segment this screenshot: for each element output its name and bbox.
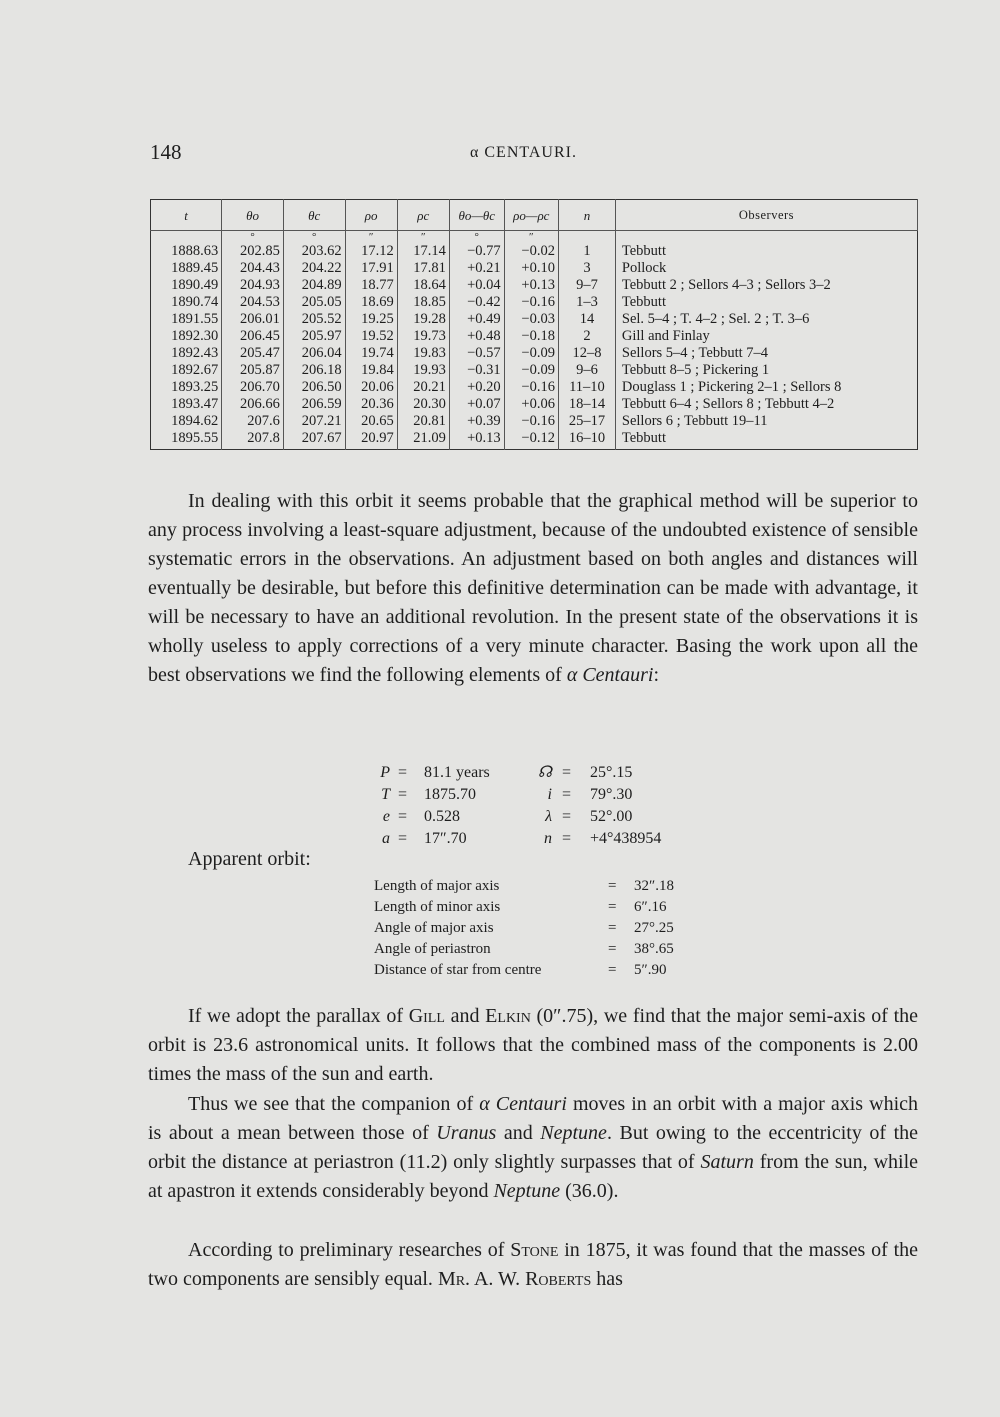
- table-row: [151, 277, 918, 294]
- column-header: n: [558, 200, 615, 231]
- table-cell: 20.65: [345, 413, 397, 430]
- observers-cell: Sellors 6 ; Tebbutt 19–11: [621, 413, 768, 429]
- table-cell: 17.91: [345, 260, 397, 277]
- table-cell: 204.22: [283, 260, 345, 277]
- star-name: Centauri: [495, 1093, 567, 1115]
- table-cell: 1892.30: [151, 328, 222, 345]
- equals-sign: =: [608, 941, 617, 957]
- column-header: ρc: [397, 200, 449, 231]
- element-symbol: P: [380, 764, 390, 781]
- planet-saturn: Saturn: [700, 1151, 754, 1173]
- observers-cell: Tebbutt: [621, 294, 666, 310]
- table-cell: 204.43: [222, 260, 284, 277]
- text-run: According to preliminary researches of: [188, 1239, 505, 1261]
- orbital-elements: [370, 762, 730, 850]
- observers-cell: Tebbutt 2 ; Sellors 4–3 ; Sellors 3–2: [621, 277, 831, 293]
- table-cell: −0.09: [504, 345, 558, 362]
- table-cell: 1891.55: [151, 311, 222, 328]
- table-row: [151, 294, 918, 311]
- planet-neptune: Neptune: [540, 1122, 607, 1144]
- orbit-row: [374, 939, 714, 960]
- table-cell: +0.49: [449, 311, 504, 328]
- unit-cell: °: [283, 231, 345, 244]
- orbit-row: [374, 897, 714, 918]
- table-cell: 202.85: [222, 243, 284, 260]
- element-symbol: ☊: [537, 764, 552, 781]
- table-row: [151, 396, 918, 413]
- table-cell: 206.59: [283, 396, 345, 413]
- table-cell: 18.77: [345, 277, 397, 294]
- observers-cell: Tebbutt 8–5 ; Pickering 1: [621, 362, 770, 378]
- element-row: [370, 784, 730, 806]
- table-cell: +0.13: [449, 430, 504, 450]
- table-cell: 17.81: [397, 260, 449, 277]
- table-cell: −0.77: [449, 243, 504, 260]
- table-cell: 2: [558, 328, 615, 345]
- unit-cell: ″: [504, 231, 558, 244]
- paragraph-graphical-method: [148, 487, 918, 690]
- name-elkin: Elkin: [485, 1005, 531, 1027]
- units-row: [151, 231, 918, 244]
- paragraph-parallax: [148, 1002, 918, 1089]
- table-cell: 19.52: [345, 328, 397, 345]
- table-cell: 9–6: [558, 362, 615, 379]
- orbit-label: Distance of star from centre: [374, 962, 542, 978]
- table-cell: −0.16: [504, 294, 558, 311]
- unit-cell: [558, 231, 615, 244]
- equals-sign: =: [398, 764, 408, 781]
- table-cell: 206.01: [222, 311, 284, 328]
- table-cell: −0.31: [449, 362, 504, 379]
- table-row: [151, 362, 918, 379]
- table-cell: 1–3: [558, 294, 615, 311]
- table-cell: +0.39: [449, 413, 504, 430]
- table-cell: 1892.67: [151, 362, 222, 379]
- colon: :: [653, 664, 659, 686]
- element-symbol: e: [382, 808, 390, 825]
- orbit-label: Angle of major axis: [374, 920, 494, 936]
- table-cell: 206.70: [222, 379, 284, 396]
- table-cell: +0.21: [449, 260, 504, 277]
- table-cell: −0.02: [504, 243, 558, 260]
- table-cell: 18.69: [345, 294, 397, 311]
- table-cell: 205.97: [283, 328, 345, 345]
- table-cell: +0.13: [504, 277, 558, 294]
- apparent-orbit-label: Apparent orbit:: [188, 848, 311, 870]
- table-cell: 25–17: [558, 413, 615, 430]
- column-header: θo—θc: [449, 200, 504, 231]
- element-symbol: a: [382, 830, 390, 847]
- element-value: 0.528: [424, 808, 460, 825]
- table-cell: 20.30: [397, 396, 449, 413]
- observers-cell: Gill and Finlay: [621, 328, 710, 344]
- table-cell: 17.12: [345, 243, 397, 260]
- name-roberts: Mr. A. W. Roberts: [437, 1268, 592, 1290]
- element-value: 17″.70: [424, 830, 467, 847]
- equals-sign: =: [562, 786, 572, 803]
- paragraph-companion-orbit: [148, 1090, 918, 1206]
- observers-cell: Tebbutt: [621, 430, 666, 446]
- table-row: [151, 430, 918, 450]
- planet-neptune: Neptune: [493, 1180, 561, 1202]
- table-cell: +0.20: [449, 379, 504, 396]
- table-cell: 1888.63: [151, 243, 222, 260]
- unit-cell: °: [222, 231, 284, 244]
- table-cell: 18–14: [558, 396, 615, 413]
- table-cell: −0.18: [504, 328, 558, 345]
- table-cell: 207.21: [283, 413, 345, 430]
- table-cell: 204.93: [222, 277, 284, 294]
- table-cell: 14: [558, 311, 615, 328]
- equals-sign: =: [608, 878, 617, 894]
- table-row: [151, 328, 918, 345]
- element-value: +4°438954: [590, 830, 662, 847]
- table-cell: 205.05: [283, 294, 345, 311]
- text-run: and: [450, 1005, 480, 1027]
- table-row: [151, 345, 918, 362]
- table-header-row: [151, 200, 918, 231]
- table-cell: 1894.62: [151, 413, 222, 430]
- orbit-value: 27°.25: [634, 920, 674, 936]
- observers-cell: Douglass 1 ; Pickering 2–1 ; Sellors 8: [621, 379, 842, 395]
- table-cell: 19.93: [397, 362, 449, 379]
- equals-sign: =: [562, 830, 572, 847]
- equals-sign: =: [398, 830, 408, 847]
- alpha-symbol: α: [479, 1093, 490, 1115]
- table-row: [151, 311, 918, 328]
- table-cell: 20.06: [345, 379, 397, 396]
- element-row: [370, 806, 730, 828]
- element-symbol: λ: [545, 808, 552, 825]
- table-cell: −0.42: [449, 294, 504, 311]
- unit-cell: ″: [397, 231, 449, 244]
- table-cell: 204.89: [283, 277, 345, 294]
- table-cell: 19.28: [397, 311, 449, 328]
- table-cell: 19.83: [397, 345, 449, 362]
- table-cell: −0.09: [504, 362, 558, 379]
- table-cell: 20.81: [397, 413, 449, 430]
- table-cell: 19.25: [345, 311, 397, 328]
- orbit-label: Angle of periastron: [374, 941, 491, 957]
- observers-cell: Tebbutt: [621, 243, 666, 259]
- star-name: Centauri: [582, 664, 654, 686]
- table-cell: 1893.25: [151, 379, 222, 396]
- orbit-row: [374, 918, 714, 939]
- orbit-label: Length of major axis: [374, 878, 500, 894]
- equals-sign: =: [562, 764, 572, 781]
- table-cell: −0.12: [504, 430, 558, 450]
- text-run: (0″.75), we find that the major semi-axis of the orbit is 23.6 astronomical units. It follows that the combined mass of the components is 2.00 times the mass of the sun and earth.: [148, 1005, 918, 1085]
- observers-cell: Sellors 5–4 ; Tebbutt 7–4: [621, 345, 769, 361]
- unit-cell: [151, 231, 222, 244]
- table-cell: 9–7: [558, 277, 615, 294]
- equals-sign: =: [398, 786, 408, 803]
- unit-cell: [615, 231, 917, 244]
- table-cell: 1892.43: [151, 345, 222, 362]
- planet-uranus: Uranus: [436, 1122, 497, 1144]
- table-cell: 1895.55: [151, 430, 222, 450]
- orbit-value: 5″.90: [634, 962, 667, 978]
- table-cell: 19.84: [345, 362, 397, 379]
- observers-cell: Tebbutt 6–4 ; Sellors 8 ; Tebbutt 4–2: [621, 396, 835, 412]
- column-header: θo: [222, 200, 284, 231]
- element-value: 79°.30: [590, 786, 633, 803]
- orbit-row: [374, 960, 714, 981]
- table-body: [151, 231, 918, 450]
- table-cell: 19.73: [397, 328, 449, 345]
- table-cell: 18.64: [397, 277, 449, 294]
- equals-sign: =: [562, 808, 572, 825]
- unit-cell: °: [449, 231, 504, 244]
- table-cell: −0.16: [504, 413, 558, 430]
- table-row: [151, 243, 918, 260]
- table-cell: 206.18: [283, 362, 345, 379]
- orbit-label: Length of minor axis: [374, 899, 501, 915]
- text-run: moves in an orbit with a major axis which is about a mean between those of: [148, 1093, 919, 1144]
- table-row: [151, 379, 918, 396]
- equals-sign: =: [608, 899, 617, 915]
- table-cell: 12–8: [558, 345, 615, 362]
- text-run: Thus we see that the companion of: [188, 1093, 474, 1115]
- table-cell: +0.07: [449, 396, 504, 413]
- table-cell: 205.47: [222, 345, 284, 362]
- equals-sign: =: [398, 808, 408, 825]
- table-cell: 18.85: [397, 294, 449, 311]
- table-cell: 205.87: [222, 362, 284, 379]
- apparent-orbit-table: [374, 876, 714, 981]
- text-run: . But owing to the eccentricity of the orbit the distance at periastron (11.2) only slightly surpasses that of: [148, 1122, 918, 1173]
- element-value: 1875.70: [424, 786, 476, 803]
- running-title: α CENTAURI.: [470, 144, 577, 161]
- text-run: has: [596, 1268, 623, 1290]
- equals-sign: =: [608, 920, 617, 936]
- element-value: 25°.15: [590, 764, 633, 781]
- paragraph-masses: [148, 1236, 918, 1294]
- table-cell: 20.97: [345, 430, 397, 450]
- table-cell: 1890.74: [151, 294, 222, 311]
- table-cell: 203.62: [283, 243, 345, 260]
- table-cell: 19.74: [345, 345, 397, 362]
- table-cell: 20.36: [345, 396, 397, 413]
- observers-cell: Pollock: [621, 260, 667, 276]
- table-cell: 20.21: [397, 379, 449, 396]
- table-cell: −0.03: [504, 311, 558, 328]
- table-cell: 21.09: [397, 430, 449, 450]
- column-header: ρo: [345, 200, 397, 231]
- table-cell: 206.04: [283, 345, 345, 362]
- table-cell: +0.04: [449, 277, 504, 294]
- text-run: and: [503, 1122, 533, 1144]
- orbit-row: [374, 876, 714, 897]
- element-row: [370, 828, 730, 850]
- table-cell: 16–10: [558, 430, 615, 450]
- name-stone: Stone: [510, 1239, 559, 1261]
- table-cell: +0.10: [504, 260, 558, 277]
- observations-table: [150, 199, 918, 450]
- table-cell: +0.06: [504, 396, 558, 413]
- text-run: from the sun, while at apastron it extends considerably beyond: [148, 1151, 919, 1202]
- table-cell: 205.52: [283, 311, 345, 328]
- element-row: [370, 762, 730, 784]
- observers-cell: Sel. 5–4 ; T. 4–2 ; Sel. 2 ; T. 3–6: [621, 311, 810, 327]
- orbit-value: 38°.65: [634, 941, 674, 957]
- element-symbol: n: [544, 830, 552, 847]
- table-cell: 1890.49: [151, 277, 222, 294]
- table-cell: 1: [558, 243, 615, 260]
- alpha-symbol: α: [566, 664, 578, 686]
- orbit-value: 6″.16: [634, 899, 667, 915]
- table-cell: −0.16: [504, 379, 558, 396]
- column-header: ρo—ρc: [504, 200, 558, 231]
- text-run: (36.0).: [565, 1180, 619, 1202]
- element-value: 52°.00: [590, 808, 633, 825]
- table-cell: 3: [558, 260, 615, 277]
- table-cell: 207.8: [222, 430, 284, 450]
- table-cell: −0.57: [449, 345, 504, 362]
- table-cell: +0.48: [449, 328, 504, 345]
- table-cell: 204.53: [222, 294, 284, 311]
- table-row: [151, 260, 918, 277]
- table-cell: 1889.45: [151, 260, 222, 277]
- unit-cell: ″: [345, 231, 397, 244]
- column-header: θc: [283, 200, 345, 231]
- table-cell: 17.14: [397, 243, 449, 260]
- table-cell: 207.67: [283, 430, 345, 450]
- column-header-observers: Observers: [615, 200, 917, 231]
- table-cell: 206.45: [222, 328, 284, 345]
- orbit-value: 32″.18: [634, 878, 674, 894]
- element-value: 81.1 years: [424, 764, 490, 781]
- table-cell: 206.66: [222, 396, 284, 413]
- paragraph-text: In dealing with this orbit it seems probable that the graphical method will be superior to any process involving a least-square adjustment, because of the undoubted existence of sensible systematic errors in the observations. An adjustment based on both angles and distances will eventually be desirable, but before this definitive determination can be made with advantage, it will be necessary to have an additional revolution. In the present state of the observations it is wholly useless to apply corrections of a very minute character. Basing the work upon all the best observations we find the following elements of: [148, 490, 918, 686]
- text-run: in 1875, it was found that the masses of the two components are sensibly equal.: [148, 1239, 919, 1290]
- equals-sign: =: [608, 962, 617, 978]
- page-number: 148: [150, 140, 182, 164]
- name-gill: Gill: [408, 1005, 445, 1027]
- table-row: [151, 413, 918, 430]
- column-header: t: [151, 200, 222, 231]
- table-cell: 11–10: [558, 379, 615, 396]
- element-symbol: T: [381, 786, 390, 803]
- text-run: If we adopt the parallax of: [188, 1005, 403, 1027]
- table-cell: 1893.47: [151, 396, 222, 413]
- table-cell: 206.50: [283, 379, 345, 396]
- table-cell: 207.6: [222, 413, 284, 430]
- element-symbol: i: [547, 786, 552, 803]
